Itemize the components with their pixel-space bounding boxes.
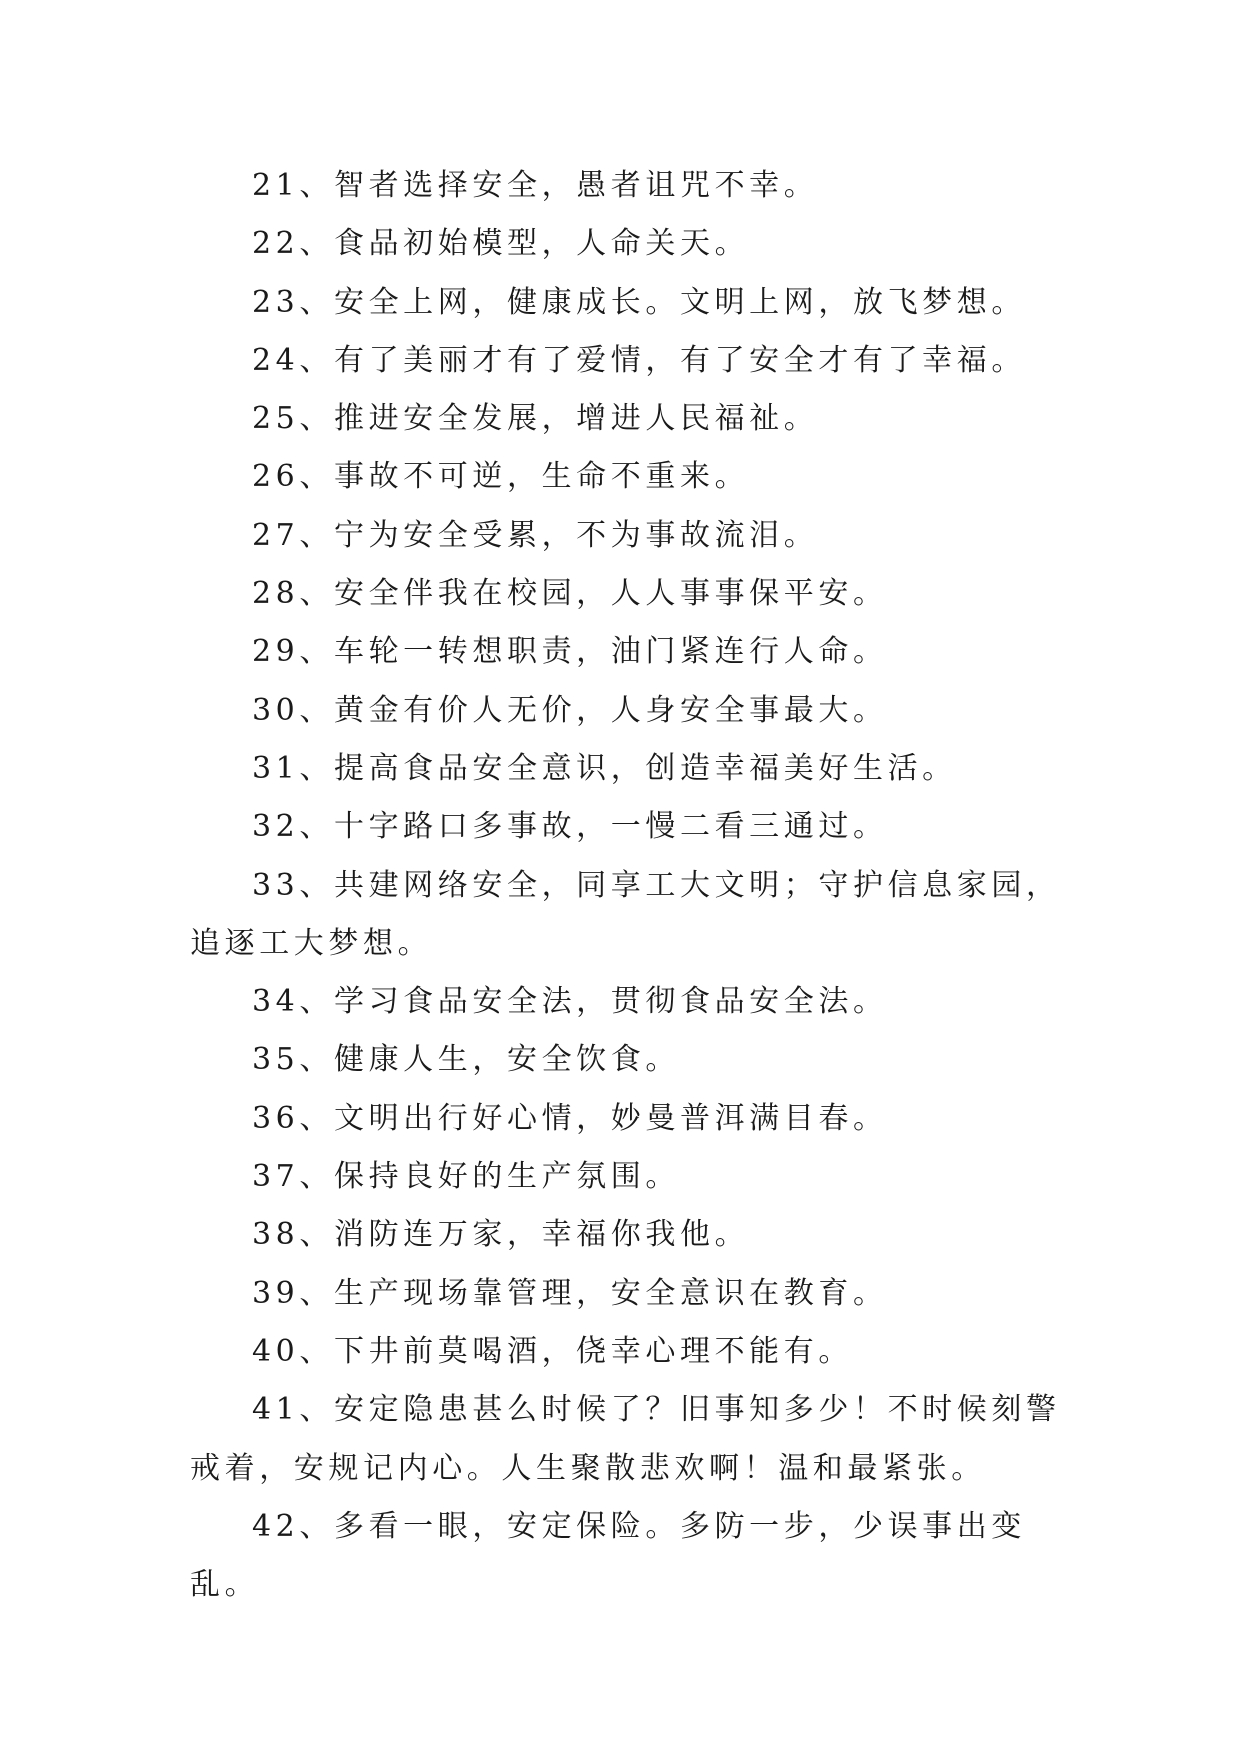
paragraph-34: 34、学习食品安全法，贯彻食品安全法。 [252,984,888,1020]
paragraph-27: 27、宁为安全受累，不为事故流泪。 [252,517,819,553]
paragraph-26: 26、事故不可逆，生命不重来。 [252,459,750,495]
paragraph-33: 33、共建网络安全，同享工大文明；守护信息家园，追逐工大梦想。 [190,867,1061,961]
paragraph-39: 39、生产现场靠管理，安全意识在教育。 [252,1275,888,1311]
paragraph-38: 38、消防连万家，幸福你我他。 [252,1217,750,1253]
paragraph-36: 36、文明出行好心情，妙曼普洱满目春。 [252,1100,888,1136]
paragraph-32: 32、十字路口多事故，一慢二看三通过。 [252,809,888,845]
paragraph-41: 41、安定隐患甚么时候了？旧事知多少！不时候刻警戒着，安规记内心。人生聚散悲欢啊！温和最紧张。 [190,1392,1061,1486]
paragraph-35: 35、健康人生，安全饮食。 [252,1042,680,1078]
paragraph-25: 25、推进安全发展，增进人民福祉。 [252,401,819,437]
paragraph-31: 31、提高食品安全意识，创造幸福美好生活。 [252,750,957,786]
paragraph-30: 30、黄金有价人无价，人身安全事最大。 [252,692,888,728]
paragraph-28: 28、安全伴我在校园，人人事事保平安。 [252,576,888,612]
paragraph-23: 23、安全上网，健康成长。文明上网，放飞梦想。 [252,284,1026,320]
paragraph-37: 37、保持良好的生产氛围。 [252,1159,680,1195]
paragraph-22: 22、食品初始模型，人命关天。 [252,226,750,262]
paragraph-24: 24、有了美丽才有了爱情，有了安全才有了幸福。 [252,342,1026,378]
paragraph-40: 40、下井前莫喝酒，侥幸心理不能有。 [252,1333,853,1369]
paragraph-29: 29、车轮一转想职责，油门紧连行人命。 [252,634,888,670]
paragraph-21: 21、智者选择安全，愚者诅咒不幸。 [252,168,819,203]
paragraph-42: 42、多看一眼，安定保险。多防一步，少误事出变乱。 [190,1508,1026,1603]
document-body [190,157,1070,1614]
